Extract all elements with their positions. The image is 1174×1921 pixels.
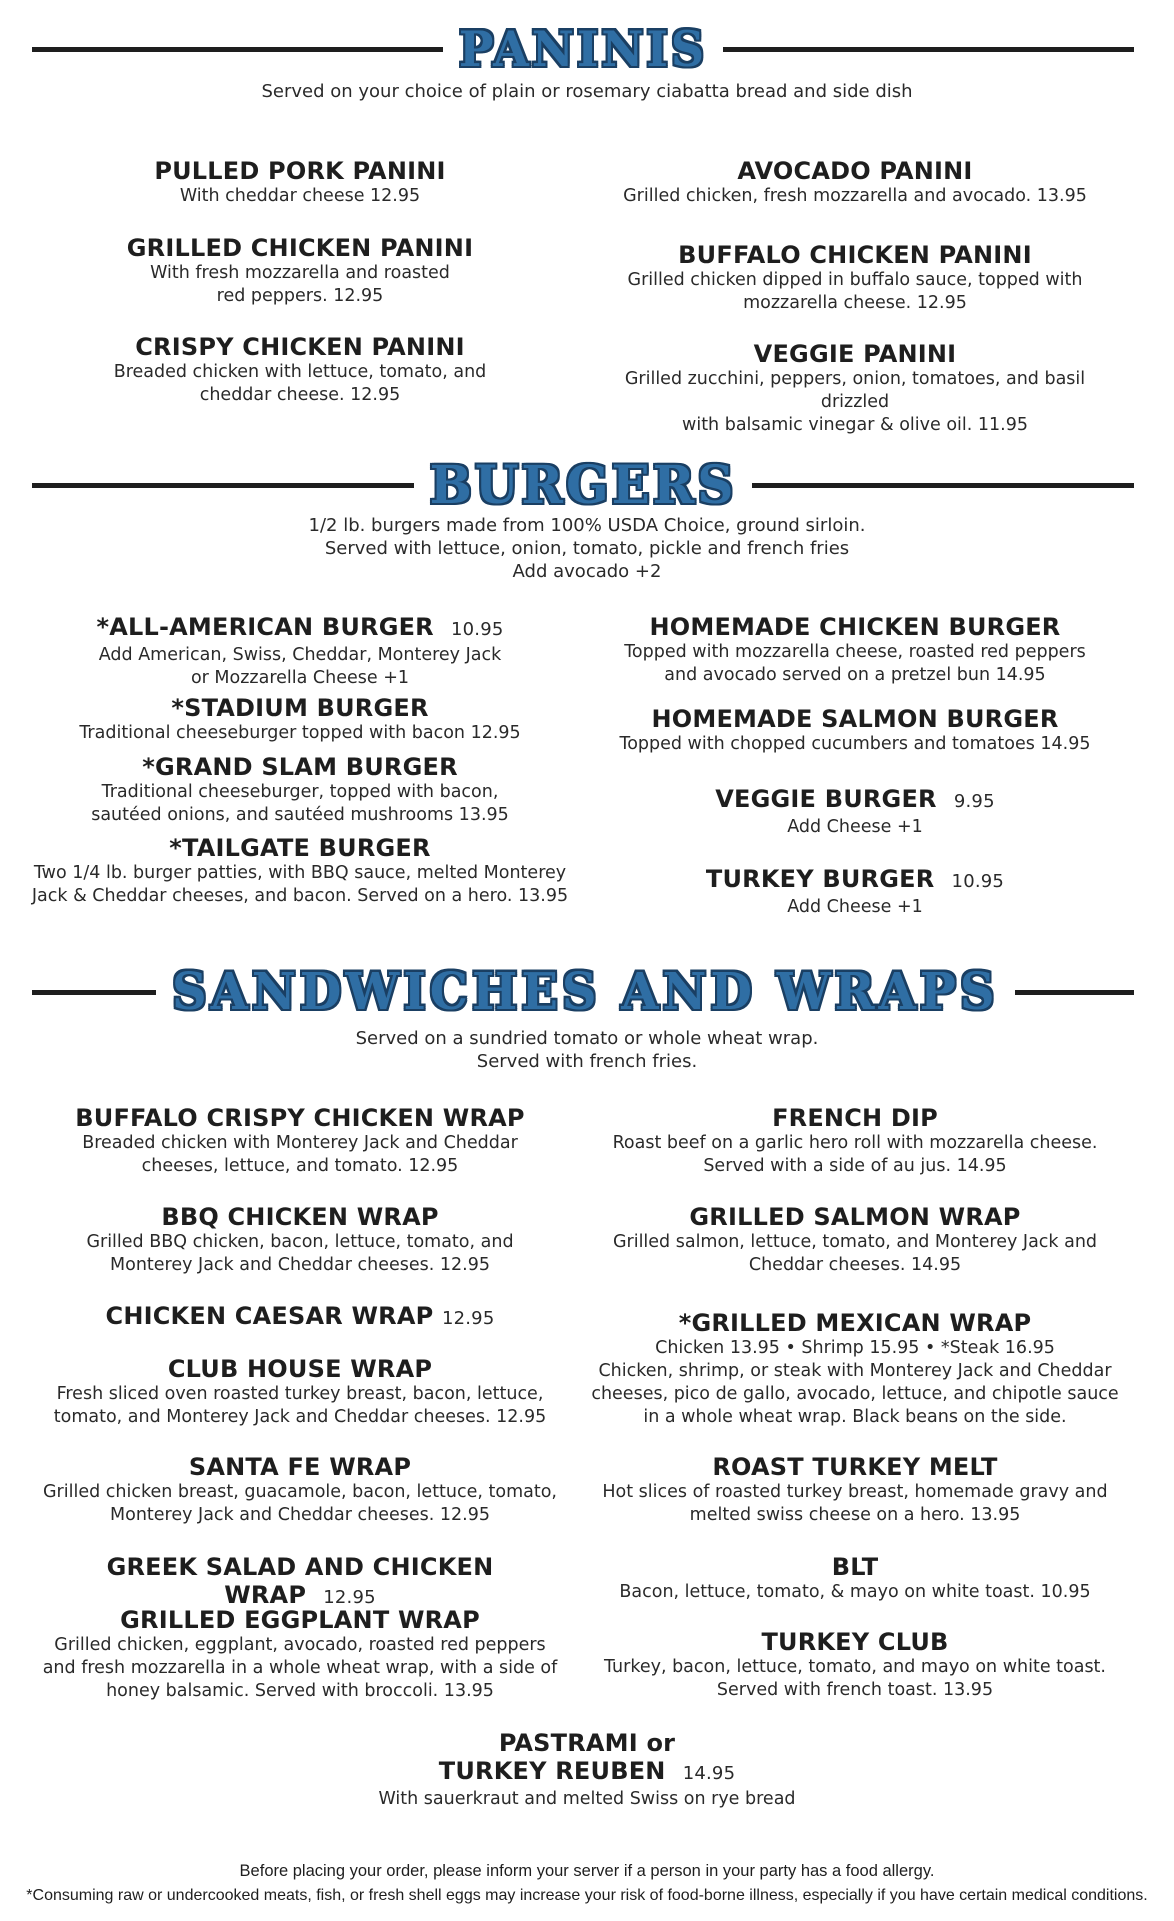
sandwiches-title: SANDWICHES AND WRAPS bbox=[172, 962, 999, 1022]
header-rule-right bbox=[723, 47, 1134, 52]
burgers-title: BURGERS bbox=[429, 453, 737, 516]
item-desc: Jack & Cheddar cheeses, and bacon. Served on a hero. 13.95 bbox=[31, 886, 569, 906]
item-desc: Two 1/4 lb. burger patties, with BBQ sauce, melted Monterey bbox=[33, 863, 567, 883]
sandwiches-subtitle: Served with french fries. bbox=[476, 1051, 698, 1072]
menu-item bbox=[300, 1729, 874, 1811]
item-desc: Grilled zucchini, peppers, onion, tomatoes, and basil drizzled bbox=[624, 369, 1086, 412]
menu-item bbox=[590, 1309, 1120, 1429]
paninis-subtitle: Served on your choice of plain or rosemary ciabatta bread and side dish bbox=[261, 81, 913, 102]
item-desc: With fresh mozzarella and roasted bbox=[150, 263, 450, 283]
menu-item bbox=[30, 1203, 570, 1277]
item-name: *TAILGATE BURGER bbox=[169, 834, 431, 862]
header-rule-right bbox=[1015, 990, 1134, 995]
sandwiches-header bbox=[32, 962, 1134, 1022]
menu-item bbox=[590, 241, 1120, 315]
item-desc: and avocado served on a pretzel bun 14.95 bbox=[664, 665, 1046, 685]
item-name: CHICKEN CAESAR WRAP bbox=[105, 1302, 434, 1330]
menu-item bbox=[30, 694, 570, 745]
item-desc: and fresh mozzarella in a whole wheat wrap, with a side of bbox=[42, 1658, 558, 1678]
item-desc: Grilled chicken dipped in buffalo sauce, topped with bbox=[627, 270, 1083, 290]
menu-item bbox=[30, 1606, 570, 1703]
item-price: 12.95 bbox=[323, 1587, 376, 1608]
menu-item bbox=[590, 613, 1120, 687]
item-desc: Add Cheese +1 bbox=[787, 817, 923, 837]
item-desc: With cheddar cheese 12.95 bbox=[179, 186, 421, 206]
menu-item bbox=[590, 865, 1120, 919]
header-rule-left bbox=[32, 483, 414, 488]
menu-item bbox=[590, 1104, 1120, 1178]
item-name: BUFFALO CRISPY CHICKEN WRAP bbox=[75, 1104, 525, 1132]
menu-item bbox=[30, 613, 570, 690]
item-name: PULLED PORK PANINI bbox=[154, 157, 446, 185]
item-name: BBQ CHICKEN WRAP bbox=[161, 1203, 439, 1231]
item-desc: Cheddar cheeses. 14.95 bbox=[748, 1255, 962, 1275]
item-desc: Roast beef on a garlic hero roll with mozzarella cheese. bbox=[612, 1133, 1098, 1153]
header-rule-right bbox=[752, 483, 1134, 488]
item-name: TURKEY CLUB bbox=[761, 1628, 949, 1656]
item-price: 10.95 bbox=[951, 871, 1005, 892]
item-name: BUFFALO CHICKEN PANINI bbox=[678, 241, 1032, 269]
item-name: BLT bbox=[831, 1553, 879, 1581]
paninis-title: PANINIS bbox=[458, 20, 708, 78]
allergy-notice: Before placing your order, please inform your server if a person in your party has a food allergy. bbox=[239, 1862, 935, 1880]
item-name: *ALL-AMERICAN BURGER bbox=[96, 613, 434, 641]
item-name: PASTRAMI or bbox=[498, 1729, 676, 1757]
item-name: GREEK SALAD AND CHICKEN WRAP bbox=[106, 1553, 494, 1609]
menu-item bbox=[590, 785, 1120, 839]
item-desc: Topped with mozzarella cheese, roasted red peppers bbox=[624, 642, 1086, 662]
item-desc: Grilled chicken, eggplant, avocado, roasted red peppers bbox=[54, 1635, 546, 1655]
item-name: VEGGIE BURGER bbox=[715, 785, 937, 813]
item-desc: in a whole wheat wrap. Black beans on the side. bbox=[643, 1407, 1067, 1427]
item-desc: or Mozzarella Cheese +1 bbox=[190, 668, 410, 688]
item-desc: Monterey Jack and Cheddar cheeses. 12.95 bbox=[110, 1505, 490, 1525]
consumption-warning: *Consuming raw or undercooked meats, fish, or fresh shell eggs may increase your risk of food-borne illness, especially if you have certain medical conditions. bbox=[26, 1887, 1148, 1904]
burgers-subtitle: Add avocado +2 bbox=[512, 561, 662, 582]
item-name: GRILLED CHICKEN PANINI bbox=[126, 234, 474, 262]
item-desc: Served with french toast. 13.95 bbox=[716, 1680, 994, 1700]
item-price: 10.95 bbox=[451, 619, 504, 640]
item-desc: Served with a side of au jus. 14.95 bbox=[703, 1156, 1007, 1176]
item-desc: cheeses, pico de gallo, avocado, lettuce, and chipotle sauce bbox=[591, 1384, 1119, 1404]
item-desc: Traditional cheeseburger, topped with bacon, bbox=[101, 782, 499, 802]
item-desc: Add Cheese +1 bbox=[787, 897, 923, 917]
item-name: *GRAND SLAM BURGER bbox=[142, 753, 458, 781]
menu-item bbox=[30, 1453, 570, 1527]
menu-item bbox=[30, 1355, 570, 1429]
paninis-header bbox=[32, 20, 1134, 78]
item-name: *GRILLED MEXICAN WRAP bbox=[678, 1309, 1032, 1337]
item-name: GRILLED SALMON WRAP bbox=[689, 1203, 1021, 1231]
item-desc: Bacon, lettuce, tomato, & mayo on white toast. 10.95 bbox=[619, 1582, 1091, 1602]
menu-item bbox=[590, 340, 1120, 437]
item-name: TURKEY REUBEN bbox=[438, 1757, 666, 1785]
item-name: SANTA FE WRAP bbox=[188, 1453, 412, 1481]
menu-item bbox=[590, 1628, 1120, 1702]
item-name: HOMEMADE SALMON BURGER bbox=[651, 705, 1059, 733]
item-desc: Grilled BBQ chicken, bacon, lettuce, tomato, and bbox=[86, 1232, 514, 1252]
burgers-subtitle: 1/2 lb. burgers made from 100% USDA Choice, ground sirloin. bbox=[308, 515, 866, 536]
item-desc: cheddar cheese. 12.95 bbox=[199, 385, 401, 405]
menu-item bbox=[590, 705, 1120, 756]
item-desc: Hot slices of roasted turkey breast, homemade gravy and bbox=[602, 1482, 1108, 1502]
menu-item bbox=[30, 1302, 570, 1333]
menu-item bbox=[30, 1553, 570, 1612]
item-name: CLUB HOUSE WRAP bbox=[167, 1355, 433, 1383]
item-name: *STADIUM BURGER bbox=[171, 694, 429, 722]
item-name: TURKEY BURGER bbox=[705, 865, 935, 893]
item-desc: Traditional cheeseburger topped with bacon 12.95 bbox=[79, 723, 521, 743]
item-name: FRENCH DIP bbox=[772, 1104, 938, 1132]
item-desc: With sauerkraut and melted Swiss on rye bread bbox=[378, 1789, 796, 1809]
menu-item bbox=[590, 1203, 1120, 1277]
item-price: 9.95 bbox=[953, 791, 995, 812]
item-desc: Monterey Jack and Cheddar cheeses. 12.95 bbox=[110, 1255, 490, 1275]
item-desc: Fresh sliced oven roasted turkey breast, bacon, lettuce, bbox=[56, 1384, 544, 1404]
menu-item bbox=[590, 157, 1120, 208]
menu-item bbox=[30, 753, 570, 827]
item-name: GRILLED EGGPLANT WRAP bbox=[120, 1606, 480, 1634]
menu-item bbox=[30, 834, 570, 908]
menu-item bbox=[30, 333, 570, 407]
item-desc: Breaded chicken with lettuce, tomato, and bbox=[113, 362, 487, 382]
burgers-header bbox=[32, 453, 1134, 516]
item-desc: Grilled chicken breast, guacamole, bacon, lettuce, tomato, bbox=[42, 1482, 557, 1502]
item-desc: Breaded chicken with Monterey Jack and Cheddar bbox=[82, 1133, 518, 1153]
item-desc: honey balsamic. Served with broccoli. 13.95 bbox=[106, 1681, 494, 1701]
menu-item bbox=[590, 1453, 1120, 1527]
item-name: CRISPY CHICKEN PANINI bbox=[135, 333, 465, 361]
item-desc: Grilled chicken, fresh mozzarella and avocado. 13.95 bbox=[623, 186, 1087, 206]
item-desc: red peppers. 12.95 bbox=[216, 286, 384, 306]
item-price: 12.95 bbox=[441, 1308, 495, 1329]
item-desc: mozzarella cheese. 12.95 bbox=[743, 293, 967, 313]
menu-item bbox=[30, 157, 570, 208]
item-name: VEGGIE PANINI bbox=[753, 340, 957, 368]
menu-item bbox=[30, 1104, 570, 1178]
item-desc: cheeses, lettuce, and tomato. 12.95 bbox=[141, 1156, 459, 1176]
item-price: 14.95 bbox=[682, 1763, 736, 1784]
menu-item bbox=[590, 1553, 1120, 1604]
burgers-subtitle: Served with lettuce, onion, tomato, pickle and french fries bbox=[324, 538, 850, 559]
item-desc: Topped with chopped cucumbers and tomatoes 14.95 bbox=[619, 734, 1091, 754]
item-name: ROAST TURKEY MELT bbox=[712, 1453, 998, 1481]
item-desc: Grilled salmon, lettuce, tomato, and Monterey Jack and bbox=[612, 1232, 1098, 1252]
item-desc: Add American, Swiss, Cheddar, Monterey Jack bbox=[98, 645, 502, 665]
item-name: HOMEMADE CHICKEN BURGER bbox=[649, 613, 1061, 641]
header-rule-left bbox=[32, 990, 156, 995]
item-desc: tomato, and Monterey Jack and Cheddar cheeses. 12.95 bbox=[53, 1407, 547, 1427]
item-desc: sautéed onions, and sautéed mushrooms 13.95 bbox=[91, 805, 509, 825]
item-desc: with balsamic vinegar & olive oil. 11.95 bbox=[682, 415, 1028, 435]
item-desc: Turkey, bacon, lettuce, tomato, and mayo on white toast. bbox=[604, 1657, 1106, 1677]
item-desc: Chicken 13.95 • Shrimp 15.95 • *Steak 16.95 bbox=[655, 1338, 1055, 1358]
header-rule-left bbox=[32, 47, 443, 52]
menu-item bbox=[30, 234, 570, 308]
item-desc: melted swiss cheese on a hero. 13.95 bbox=[689, 1505, 1021, 1525]
sandwiches-subtitle: Served on a sundried tomato or whole wheat wrap. bbox=[355, 1028, 819, 1049]
item-name: AVOCADO PANINI bbox=[737, 157, 973, 185]
item-desc: Chicken, shrimp, or steak with Monterey Jack and Cheddar bbox=[598, 1361, 1112, 1381]
